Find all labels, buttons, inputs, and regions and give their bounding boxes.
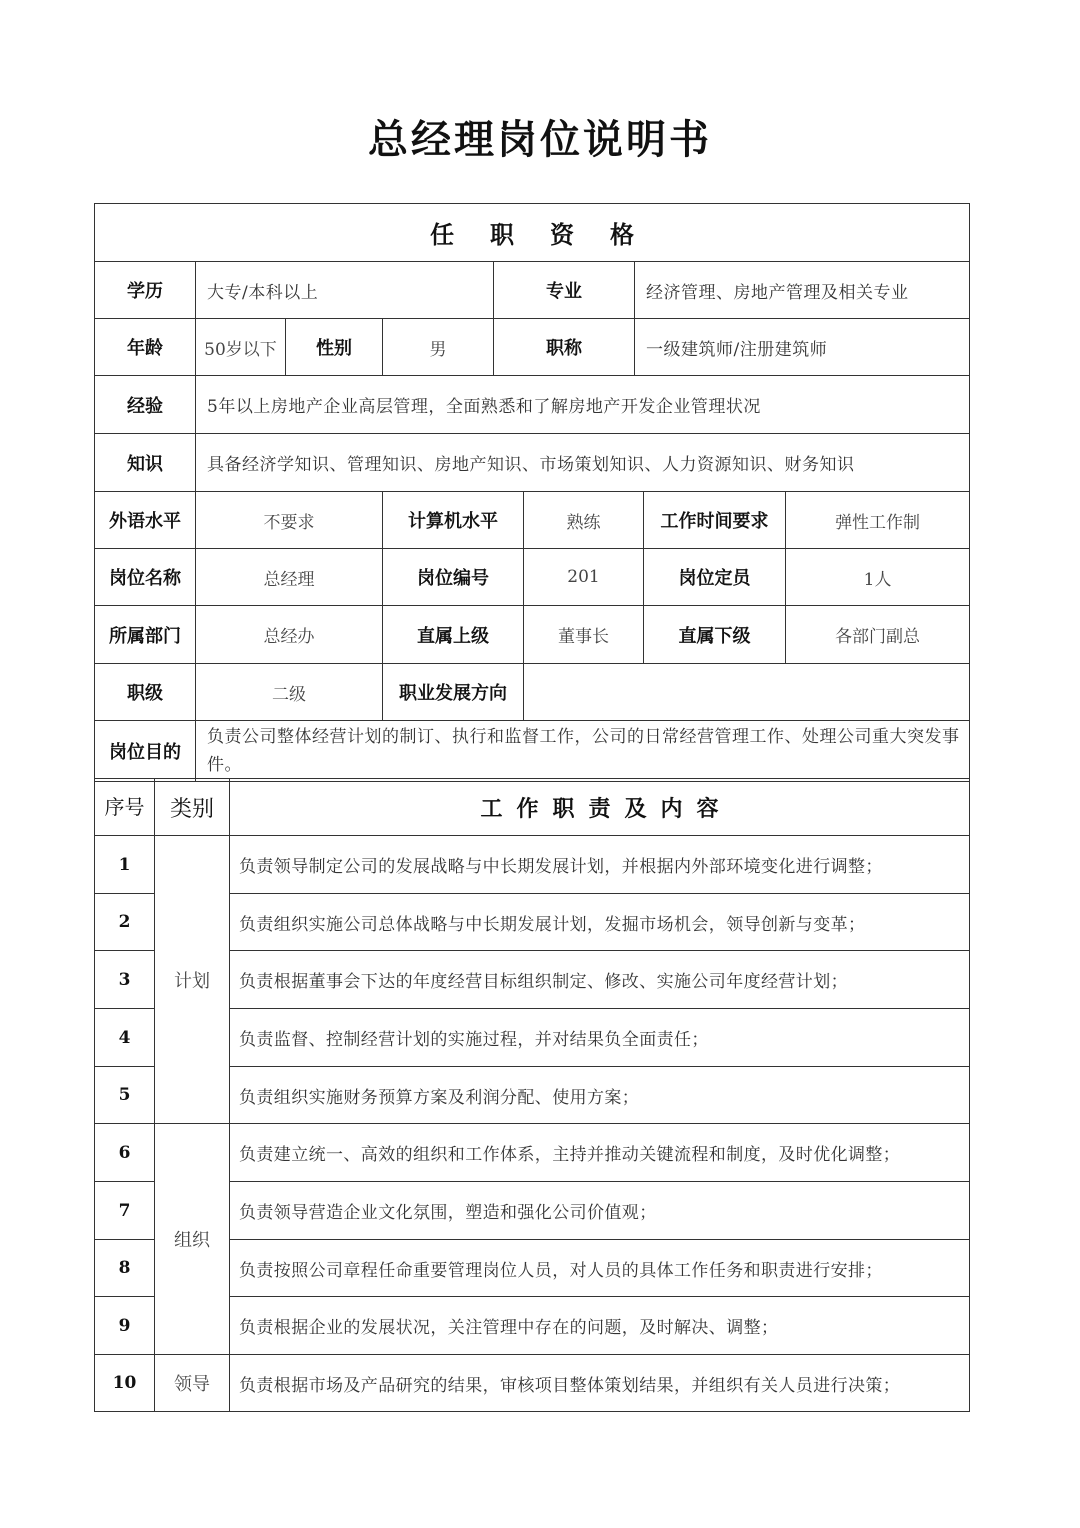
position-no-label: 岗位编号 [383,549,524,606]
headcount-label: 岗位定员 [644,549,786,606]
department-value: 总经办 [196,606,383,664]
category-organize: 组织 [155,1124,230,1355]
language-value: 不要求 [196,492,383,549]
professional-title-label: 职称 [494,319,635,376]
language-label: 外语水平 [95,492,196,549]
duty-no: 10 [95,1355,155,1412]
duty-no: 9 [95,1297,155,1355]
department-label: 所属部门 [95,606,196,664]
header-category: 类别 [155,779,230,836]
header-content: 工作职责及内容 [230,779,970,836]
duty-text: 负责根据企业的发展状况，关注管理中存在的问题，及时解决、调整； [230,1297,970,1355]
duty-text: 负责建立统一、高效的组织和工作体系，主持并推动关键流程和制度，及时优化调整； [230,1124,970,1182]
duties-table [94,778,970,1412]
age-label: 年龄 [95,319,196,376]
computer-label: 计算机水平 [383,492,524,549]
knowledge-label: 知识 [95,434,196,492]
duty-no: 5 [95,1067,155,1124]
duty-no: 4 [95,1009,155,1067]
duty-text: 负责根据市场及产品研究的结果，审核项目整体策划结果，并组织有关人员进行决策； [230,1355,970,1412]
grade-value: 二级 [196,664,383,721]
education-value: 大专/本科以上 [196,262,494,319]
knowledge-value: 具备经济学知识、管理知识、房地产知识、市场策划知识、人力资源知识、财务知识 [196,434,970,492]
subordinate-value: 各部门副总 [786,606,970,664]
position-name-label: 岗位名称 [95,549,196,606]
age-value: 50岁以下 [196,319,286,376]
major-label: 专业 [494,262,635,319]
superior-value: 董事长 [524,606,644,664]
duty-no: 3 [95,951,155,1009]
position-name-value: 总经理 [196,549,383,606]
professional-title-value: 一级建筑师/注册建筑师 [635,319,970,376]
experience-label: 经验 [95,376,196,434]
duty-text: 负责领导营造企业文化氛围，塑造和强化公司价值观； [230,1182,970,1240]
duty-text: 负责根据董事会下达的年度经营目标组织制定、修改、实施公司年度经营计划； [230,951,970,1009]
duty-no: 7 [95,1182,155,1240]
duty-text: 负责监督、控制经营计划的实施过程，并对结果负全面责任； [230,1009,970,1067]
worktime-value: 弹性工作制 [786,492,970,549]
career-value [524,664,970,721]
superior-label: 直属上级 [383,606,524,664]
subordinate-label: 直属下级 [644,606,786,664]
headcount-value: 1人 [786,549,970,606]
purpose-label: 岗位目的 [95,721,196,782]
computer-value: 熟练 [524,492,644,549]
gender-value: 男 [383,319,494,376]
position-no-value: 201 [524,549,644,606]
worktime-label: 工作时间要求 [644,492,786,549]
experience-value: 5年以上房地产企业高层管理，全面熟悉和了解房地产开发企业管理状况 [196,376,970,434]
category-plan: 计划 [155,836,230,1124]
major-value: 经济管理、房地产管理及相关专业 [635,262,970,319]
duty-no: 1 [95,836,155,894]
gender-label: 性别 [286,319,383,376]
duty-text: 负责组织实施公司总体战略与中长期发展计划，发掘市场机会，领导创新与变革； [230,894,970,951]
education-label: 学历 [95,262,196,319]
purpose-value: 负责公司整体经营计划的制订、执行和监督工作，公司的日常经营管理工作、处理公司重大突发事件。 [196,721,970,782]
duty-no: 6 [95,1124,155,1182]
page-title: 总经理岗位说明书 [368,116,712,163]
category-lead: 领导 [155,1355,230,1412]
career-label: 职业发展方向 [383,664,524,721]
section-heading-qualifications: 任职资格 [95,204,970,262]
duty-no: 8 [95,1240,155,1297]
duty-text: 负责按照公司章程任命重要管理岗位人员，对人员的具体工作任务和职责进行安排； [230,1240,970,1297]
duty-no: 2 [95,894,155,951]
header-no: 序号 [95,779,155,836]
qualification-table [94,203,970,782]
duty-text: 负责组织实施财务预算方案及利润分配、使用方案； [230,1067,970,1124]
duty-text: 负责领导制定公司的发展战略与中长期发展计划，并根据内外部环境变化进行调整； [230,836,970,894]
grade-label: 职级 [95,664,196,721]
